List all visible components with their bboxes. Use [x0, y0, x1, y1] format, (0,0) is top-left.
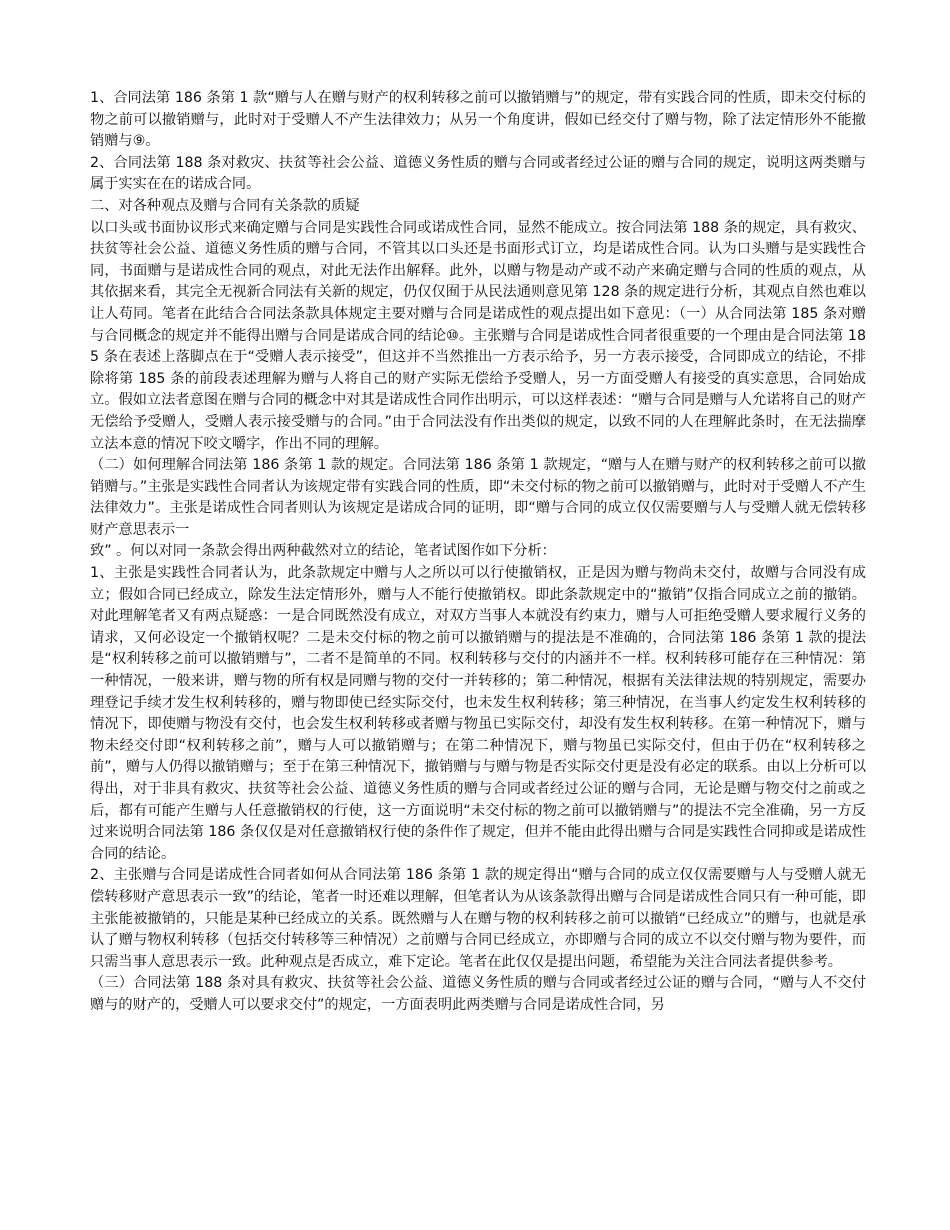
paragraph-4: （二）如何理解合同法第 186 条第 1 款的规定。合同法第 186 条第 1 款规定，“赠与人在赠与财产的权利转移之前可以撤销赠与。”主张是实践性合同者认为该规定带有实践合同的性质，即“未交付标的物之前可以撤销赠与，此时对于受赠人不产生法律效力”。主张是诺成性合同者则认为该规定是诺成合同的证明，即“赠与合同的成立仅仅需要赠与人与受赠人就无偿转移财产意思表示一 — [90, 457, 866, 538]
section-heading: 二、对各种观点及赠与合同有关条款的质疑 — [90, 197, 360, 214]
paragraph-8: （三）合同法第 188 条对具有救灾、扶贫等社会公益、道德义务性质的赠与合同或者经过公证的赠与合同，“赠与人不交付赠与的财产的，受赠人可以要求交付”的规定，一方面表明此两类赠与合同是诺成性合同，另 — [90, 975, 867, 1013]
paragraph-5: 致” 。何以对同一条款会得出两种截然对立的结论，笔者试图作如下分析： — [90, 543, 556, 560]
paragraph-1: 1、合同法第 186 条第 1 款“赠与人在赠与财产的权利转移之前可以撤销赠与”的规定，带有实践合同的性质，即未交付标的物之前可以撤销赠与，此时对于受赠人不产生法律效力；从另一个角度讲，假如已经交付了赠与物，除了法定情形外不能撤销赠与⑨。 — [90, 90, 866, 150]
paragraph-2: 2、合同法第 188 条对救灾、扶贫等社会公益、道德义务性质的赠与合同或者经过公证的赠与合同的规定，说明这两类赠与属于实实在在的诺成合同。 — [90, 154, 866, 193]
paragraph-6: 1、主张是实践性合同者认为，此条款规定中赠与人之所以可以行使撤销权，正是因为赠与物尚未交付，故赠与合同没有成立；假如合同已经成立，除发生法定情形外，赠与人不能行使撤销权。即此条款规定中的“撤销”仅指合同成立之前的撤销。对此理解笔者又有两点疑惑：一是合同既然没有成立，对双方当事人本就没有约束力，赠与人可拒绝受赠人要求履行义务的请求，又何必设定一个撤销权呢？二是未交付标的物之前可以撤销赠与的提法是不准确的，合同法第 186 条第 1 款的提法是“权利转移之前可以撤销赠与”，二者不是简单的不同。权利转移与交付的内涵并不一样。权利转移可能存在三种情况：第一种情况，一般来讲，赠与物的所有权是同赠与物的交付一并转移的；第二种情况，根据有关法律法规的特别规定，需要办理登记手续才发生权利转移的，赠与物即使已经实际交付，也未发生权利转移；第三种情况，在当事人约定发生权利转移的情况下，即使赠与物没有交付，也会发生权利转移或者赠与物虽已实际交付，却没有发生权利转移。在第一种情况下，赠与物未经交付即“权利转移之前”，赠与人可以撤销赠与；在第二种情况下，赠与物虽已实际交付，但由于仍在“权利转移之前”，赠与人仍得以撤销赠与；至于在第三种情况下，撤销赠与与赠与物是否实际交付更是没有必定的联系。由以上分析可以得出，对于非具有救灾、扶贫等社会公益、道德义务性质的赠与合同或者经过公证的赠与合同，无论是赠与物交付之前或之后，都有可能产生赠与人任意撤销权的行使，这一方面说明“未交付标的物之前可以撤销赠与”的提法不完全准确，另一方反过来说明合同法第 186 条仅仅是对任意撤销权行使的条件作了规定，但并不能由此得出赠与合同是实践性合同抑或是诺成性合同的结论。 — [90, 565, 866, 862]
paragraph-7: 2、主张赠与合同是诺成性合同者如何从合同法第 186 条第 1 款的规定得出“赠与合同的成立仅仅需要赠与人与受赠人就无偿转移财产意思表示一致”的结论，笔者一时还难以理解，但笔者认为从该条款得出赠与合同是诺成性合同只有一种可能，即主张能被撤销的，只能是某种已经成立的关系。既然赠与人在赠与物的权利转移之前可以撤销“已经成立”的赠与，也就是承认了赠与物权利转移（包括交付转移等三种情况）之前赠与合同已经成立，亦即赠与合同的成立不以交付赠与物为要件，而只需当事人意思表示一致。此种观点是否成立，难下定论。笔者在此仅仅是提出问题，希望能为关注合同法者提供参考。 — [90, 867, 866, 970]
paragraph-3: 以口头或书面协议形式来确定赠与合同是实践性合同或诺成性合同，显然不能成立。按合同法第 188 条的规定，具有救灾、扶贫等社会公益、道德义务性质的赠与合同，不管其以口头还是书面形式订立，均是诺成性合同。认为口头赠与是实践性合同，书面赠与是诺成性合同的观点，对此无法作出解释。此外，以赠与物是动产或不动产来确定赠与合同的性质的观点，从其依据来看，其完全无视新合同法有关新的规定，仍仅仅囿于从民法通则意见第 128 条的规定进行分析，其观点自然也难以让人苟同。笔者在此结合合同法条款具体规定主要对赠与合同是诺成性的观点提出如下意见：（一）从合同法第 185 条对赠与合同概念的规定并不能得出赠与合同是诺成合同的结论⑩。主张赠与合同是诺成性合同者很重要的一个理由是合同法第 185 条在表述上落脚点在于“受赠人表示接受”，但这并不当然推出一方表示给予，另一方表示接受，合同即成立的结论，不排除将第 185 条的前段表述理解为赠与人将自己的财产实际无偿给予受赠人，另一方面受赠人有接受的真实意思，合同始成立。假如立法者意图在赠与合同的概念中对其是诺成性合同作出明示，可以这样表述：“赠与合同是赠与人允诺将自己的财产无偿给予受赠人，受赠人表示接受赠与的合同。”由于合同法没有作出类似的规定，以致不同的人在理解此条时，在无法揣摩立法本意的情况下咬文嚼字，作出不同的理解。 — [90, 219, 866, 452]
